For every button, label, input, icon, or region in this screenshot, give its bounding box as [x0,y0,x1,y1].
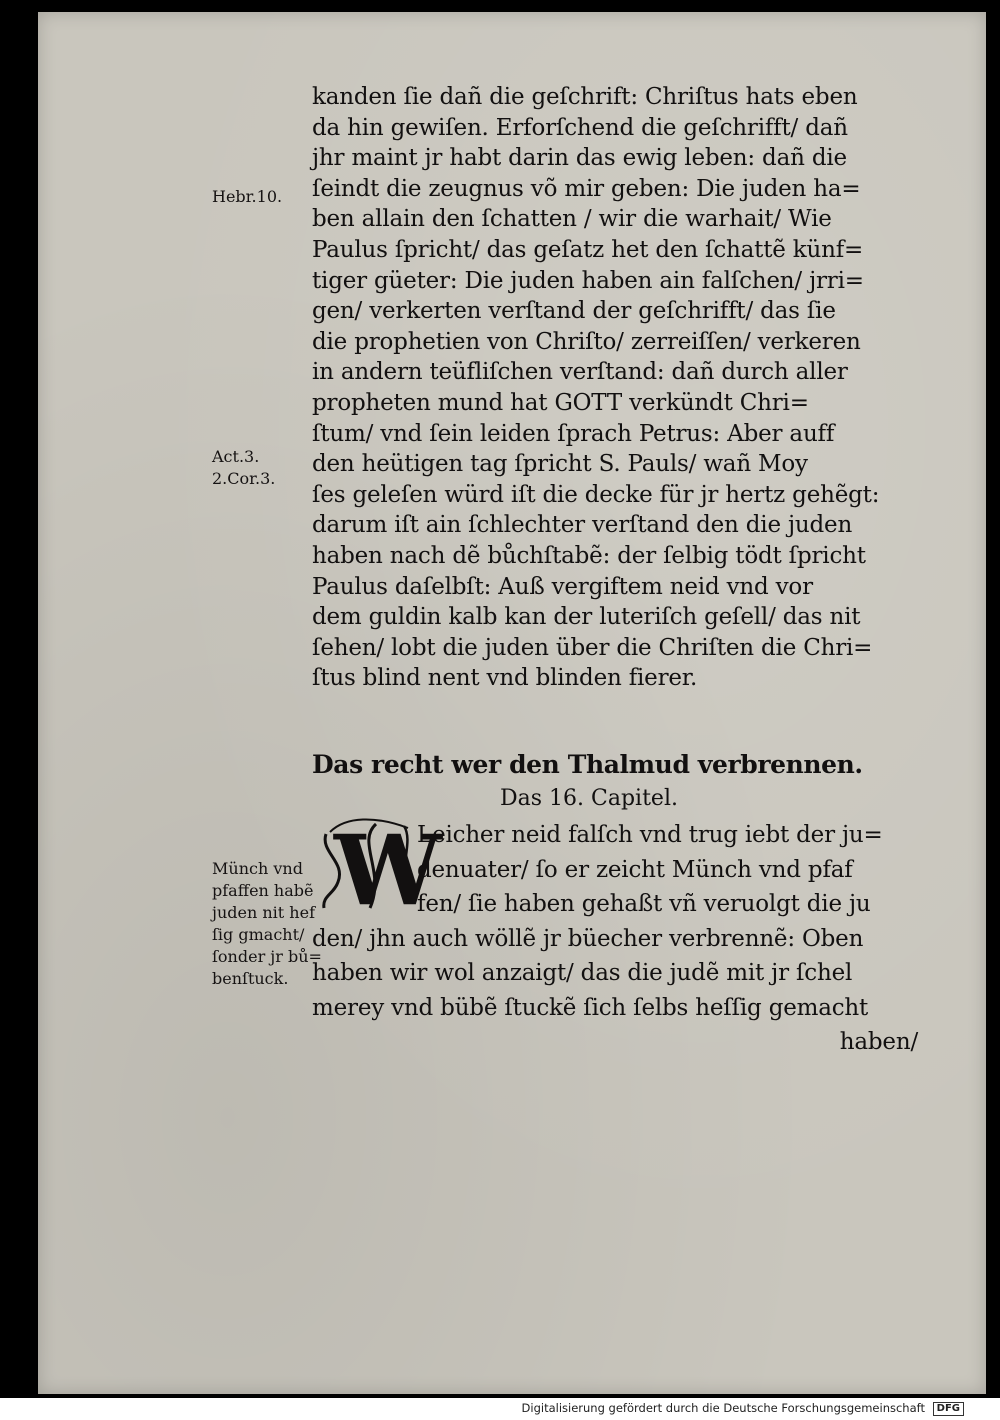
chapter-body [312,818,918,1060]
chapter-line: den/ jhn auch wöllẽ jr büecher verbrennẽ: Oben [312,925,864,952]
margin-note-line: Münch vnd [212,859,303,878]
body-line: haben nach dẽ bůchſtabẽ: der ſelbig tödt ſpricht [312,542,866,569]
margin-note-line: ſig gmacht/ [212,925,305,944]
body-line: ſeindt die zeugnus võ mir geben: Die juden ha= [312,175,861,202]
body-line: die prophetien von Chriſto/ zerreiſſen/ verkeren [312,328,861,355]
margin-note-act-cor [212,446,275,490]
chapter-line: haben wir wol anzaigt/ das die judẽ mit jr ſchel [312,960,853,986]
margin-note-line: ſonder jr bů= [212,947,322,966]
margin-note-line: juden nit hef [212,903,315,922]
body-line: ſes geleſen würd iſt die decke für jr hertz gehẽgt: [312,481,880,508]
body-line: ſtum/ vnd ſein leiden ſprach Petrus: Aber auff [312,420,835,447]
margin-note-hebr [212,186,282,208]
body-line: Paulus ſpricht/ das geſatz het den ſchattẽ künf= [312,236,864,263]
body-line: den heütigen tag ſpricht S. Pauls/ wañ Moy [312,451,808,478]
body-line: da hin gewiſen. Erforſchend die geſchrifft/ dañ [312,114,848,141]
body-line: propheten mund hat GOTT verkündt Chri= [312,389,809,416]
margin-note-line: benſtuck. [212,969,289,988]
margin-note-line: Hebr.10. [212,187,283,206]
initial-letter: W [334,814,442,927]
body-line: ben allain den ſchatten / wir die warhait/ Wie [312,206,832,233]
chapter-number: Das 16. Capitel. [500,786,678,811]
margin-note-line: Act.3. [212,447,260,466]
digitization-footer [522,1401,964,1416]
margin-note-line: 2.Cor.3. [212,469,276,488]
body-line: in andern teüfliſchen verſtand: dañ durch aller [312,359,848,386]
body-text [312,82,918,694]
body-line: Paulus daſelbſt: Auß vergiftem neid vnd vor [312,573,813,600]
margin-note-line: pfaffen habẽ [212,881,314,900]
body-line: ſtus blind nent vnd blinden fierer. [312,665,698,692]
footer-text: Digitalisierung gefördert durch die Deutsche Forschungsgemeinschaft [521,1401,925,1415]
body-line: jhr maint jr habt darin das ewig leben: dañ die [312,145,847,172]
chapter-line: denuater/ ſo er zeicht Münch vnd pfaf [417,856,853,883]
body-line: darum iſt ain ſchlechter verſtand den die juden [312,512,853,539]
dfg-logo: DFG [933,1402,964,1416]
chapter-line: merey vnd bübẽ ſtuckẽ ſich ſelbs heſſig gemacht [312,994,869,1021]
chapter-line: Leicher neid falſch vnd trug iebt der ju= [417,822,883,848]
body-line: kanden ſie dañ die geſchrift: Chriſtus hats eben [312,84,858,110]
body-line: tiger güeter: Die juden haben ain falſchen/ jrri= [312,267,864,294]
chapter-heading: Das recht wer den Thalmud verbrennen. [312,750,863,779]
chapter-line: haben/ [839,1029,918,1055]
body-line: ſehen/ lobt die juden über die Chriſten die Chri= [312,634,873,661]
body-line: gen/ verkerten verſtand der geſchrifft/ das ſie [312,298,836,325]
body-line: dem guldin kalb kan der luteriſch geſell/ das nit [312,604,861,631]
chapter-line: fen/ ſie haben gehaßt vñ veruolgt die ju [417,891,871,917]
margin-note-munch [212,858,322,990]
